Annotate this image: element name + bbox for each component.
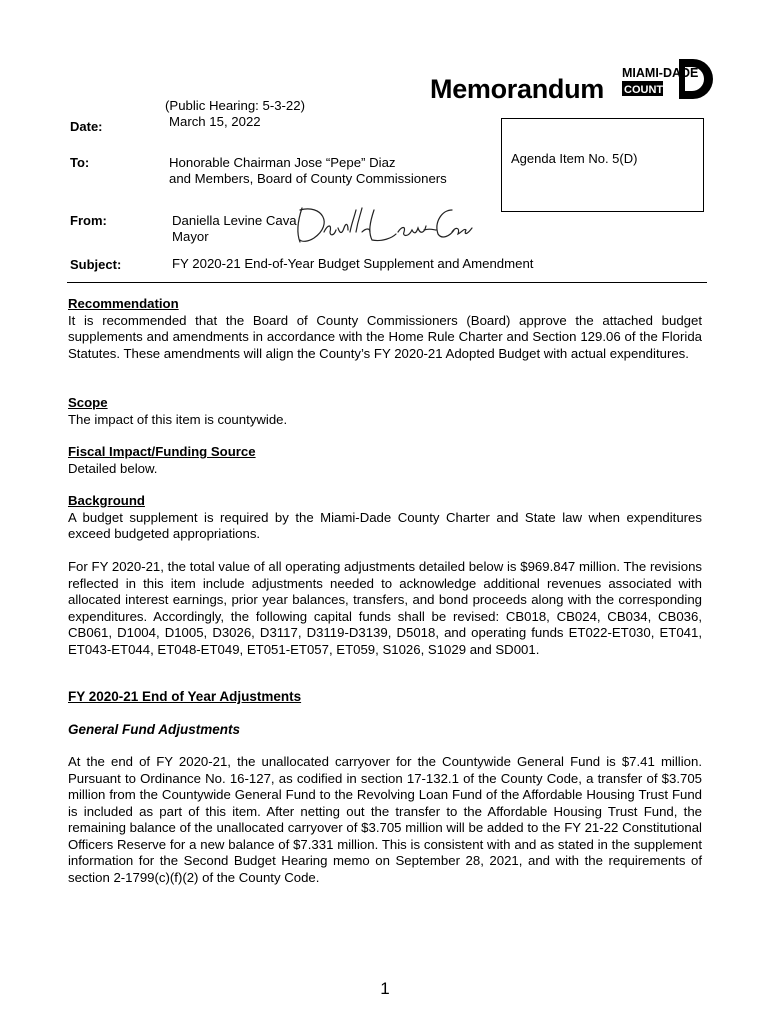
public-hearing-note: (Public Hearing: 5-3-22) (165, 98, 305, 113)
to-label: To: (70, 155, 90, 170)
logo-top-text: MIAMI-DADE (622, 66, 699, 80)
recommendation-section (68, 296, 702, 362)
background-heading: Background (68, 493, 145, 508)
mayor-signature (292, 202, 474, 246)
fiscal-impact-section (68, 444, 702, 477)
recommendation-heading: Recommendation (68, 296, 179, 311)
from-line-1: Daniella Levine Cava (172, 213, 297, 228)
memorandum-title: Memorandum (430, 74, 605, 104)
adjustments-heading-block (68, 689, 702, 706)
general-fund-heading: General Fund Adjustments (68, 722, 241, 737)
scope-heading: Scope (68, 395, 108, 410)
to-line-2: and Members, Board of County Commissioners (169, 171, 447, 186)
header-divider (67, 282, 707, 283)
background-section (68, 493, 702, 543)
scope-section (68, 395, 702, 428)
date-value: March 15, 2022 (169, 114, 261, 129)
to-line-1: Honorable Chairman Jose “Pepe” Diaz (169, 155, 396, 170)
date-label: Date: (70, 119, 103, 134)
page-number: 1 (380, 979, 390, 998)
from-line-2: Mayor (172, 229, 209, 244)
operating-adjustments-paragraph: For FY 2020-21, the total value of all operating adjustments detailed below is $969.847 million. The revisions reflected in this item include adjustments needed to acknowledge additional revenues associated with allocated interest earnings, prior year balances, transfers, and bond proceeds along with the corresponding expenditures. Accordingly, the following capital funds shall be revised: CB018, CB024, CB034, CB036, CB061, D1004, D1005, D3026, D3117, D3119-D3139, D5018, and operating funds ET022-ET030, ET041, ET043-ET044, ET048-ET049, ET051-ET057, ET059, S1026, S1029 and SD001. (68, 559, 702, 657)
general-fund-heading-block (68, 722, 702, 739)
scope-text: The impact of this item is countywide. (68, 411, 288, 427)
background-text: A budget supplement is required by the Miami-Dade County Charter and State law when expenditures exceed budgeted appropriations. (68, 509, 702, 541)
recommendation-text: It is recommended that the Board of County Commissioners (Board) approve the attached budget supplements and amendments in accordance with the Home Rule Charter and Section 129.06 of the Florida Statutes. These amendments will align the County’s FY 2020-21 Adopted Budget with actual expenditures. (68, 312, 702, 361)
miami-dade-county-logo (621, 57, 713, 101)
from-label: From: (70, 213, 107, 228)
subject-value: FY 2020-21 End-of-Year Budget Supplement and Amendment (172, 256, 534, 271)
logo-bottom-text: COUNTY (624, 84, 671, 96)
fiscal-impact-heading: Fiscal Impact/Funding Source (68, 444, 256, 459)
fiscal-impact-text: Detailed below. (68, 460, 158, 476)
adjustments-heading: FY 2020-21 End of Year Adjustments (68, 689, 302, 704)
general-fund-paragraph: At the end of FY 2020-21, the unallocated carryover for the Countywide General Fund is $7.41 million. Pursuant to Ordinance No. 16-127, as codified in section 17-132.1 of the County Code, a transfer of $3.705 million from the Countywide General Fund to the Revolving Loan Fund of the Affordable Housing Trust Fund is included as part of this item. After netting out the transfer to the Affordable Housing Trust Fund, the remaining balance of the unallocated carryover of $3.705 million will be added to the FY 21-22 Constitutional Officers Reserve for a new balance of $7.331 million. This is consistent with and as stated in the supplement information for the Second Budget Hearing memo on September 28, 2021, and with the requirements of section 2-1799(c)(f)(2) of the County Code. (68, 754, 702, 885)
agenda-item-box (501, 118, 704, 212)
subject-label: Subject: (70, 257, 122, 272)
agenda-item-text: Agenda Item No. 5(D) (511, 151, 638, 166)
